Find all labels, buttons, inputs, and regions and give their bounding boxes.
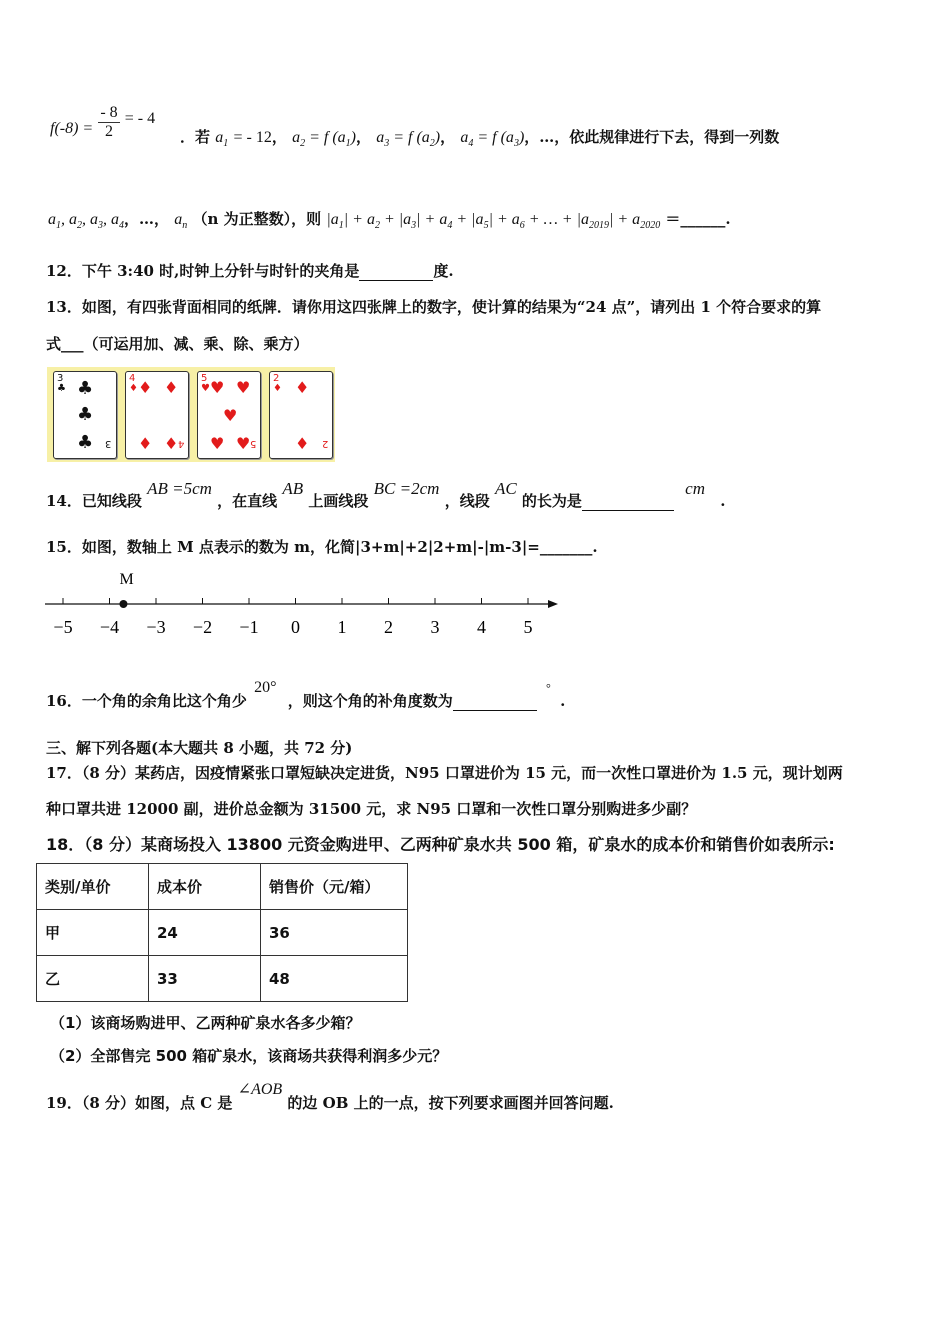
ruo-text: ．若 bbox=[180, 128, 211, 146]
ab-length: AB =5cm bbox=[147, 479, 212, 498]
table-row bbox=[37, 956, 408, 1002]
card-5-hearts: 5 ♥ ♥ ♥ ♥ ♥ ♥ 5 bbox=[197, 371, 261, 459]
sequence: $a_1$, $a_2$, $a_3$, $a_4$ bbox=[48, 211, 124, 232]
angle-aob: ∠AOB bbox=[237, 1081, 283, 1098]
answer-blank bbox=[582, 492, 674, 511]
answer-blank bbox=[453, 692, 537, 711]
table-row bbox=[37, 910, 408, 956]
tick-label: 2 bbox=[384, 617, 393, 637]
point-m-label: M bbox=[119, 571, 134, 588]
tick-label: 1 bbox=[337, 617, 347, 637]
unit-cm: cm bbox=[685, 479, 705, 498]
fraction bbox=[98, 104, 119, 141]
playing-cards-image bbox=[47, 367, 335, 462]
q11-line1-rest: ．若 $a_1$ = - 12， $a_2 = f$ $(a_1)$， $a_3 = f$ $(a_2)$， $a_4 = f$ $(a_3)$，…，依此规律进行下去，得到一列数 bbox=[180, 128, 780, 150]
table-header: 销售价（元/箱） bbox=[261, 864, 408, 910]
q13-line1: 13．如图，有四张背面相同的纸牌．请你用这四张牌上的数字，使计算的结果为“24 点”，请列出 1 个符合要求的算 bbox=[46, 298, 822, 316]
card-4-diamonds: 4 ♦ ♦ ♦ ♦ ♦ 4 bbox=[125, 371, 189, 459]
q14: 14．已知线段 AB =5cm ，在直线 AB 上画线段 BC =2cm ，线段 AC 的长为是 cm . bbox=[46, 479, 726, 510]
number-line bbox=[40, 570, 570, 645]
degree-sign: ° bbox=[546, 681, 551, 695]
card-2-diamonds: 2 ♦ ♦ ♦ 2 bbox=[269, 371, 333, 459]
q18-sub1: （1）该商场购进甲、乙两种矿泉水各多少箱？ bbox=[50, 1014, 361, 1032]
table-cell: 24 bbox=[149, 910, 261, 956]
tick-label: −2 bbox=[192, 617, 213, 637]
q11-line1 bbox=[50, 104, 155, 150]
f-result: = - 4 bbox=[124, 110, 156, 127]
fraction-numerator: - 8 bbox=[100, 104, 118, 121]
arrow-icon bbox=[548, 600, 558, 608]
angle-20: 20° bbox=[254, 679, 277, 696]
tick-label: 5 bbox=[523, 617, 533, 637]
section-3-heading: 三、解下列各题(本大题共 8 小题，共 72 分) bbox=[46, 739, 353, 757]
point-m bbox=[119, 600, 127, 608]
table-cell: 36 bbox=[261, 910, 408, 956]
q18: 18．（8 分）某商场投入 13800 元资金购进甲、乙两种矿泉水共 500 箱，矿泉水的成本价和销售价如表所示: bbox=[46, 835, 835, 854]
a-n: $a_n$ bbox=[174, 211, 188, 232]
f-expression: f(-8) = bbox=[50, 120, 94, 137]
q13-line2: 式___（可运用加、减、乘、除、乘方） bbox=[46, 335, 309, 353]
tick-label: −5 bbox=[53, 617, 73, 637]
fraction-denominator: 2 bbox=[104, 123, 113, 140]
answer-blank bbox=[359, 262, 433, 281]
q17-line2: 种口罩共进 12000 副，进价总金额为 31500 元，求 N95 口罩和一次性口罩分别购进多少副？ bbox=[46, 800, 697, 818]
tick-label: −4 bbox=[99, 617, 120, 637]
q15: 15．如图，数轴上 M 点表示的数为 m，化简|3+m|+2|2+m|-|m-3|=_______. bbox=[46, 538, 598, 556]
q12: 12．下午 3:40 时,时钟上分针与时针的夹角是 度. bbox=[46, 262, 454, 280]
tick-label: 3 bbox=[430, 617, 440, 637]
table-cell: 48 bbox=[261, 956, 408, 1002]
q11-tail: ，…，依此规律进行下去，得到一列数 bbox=[524, 128, 780, 146]
tick-label: 4 bbox=[477, 617, 486, 637]
tick-label: −3 bbox=[146, 617, 166, 637]
table-cell: 33 bbox=[149, 956, 261, 1002]
tick-label: 0 bbox=[291, 617, 300, 637]
sum-blank: ＝______. bbox=[665, 210, 731, 228]
q18-sub2: （2）全部售完 500 箱矿泉水，该商场共获得利润多少元？ bbox=[50, 1047, 448, 1065]
ab-line: AB bbox=[282, 479, 304, 498]
table-cell: 甲 bbox=[37, 910, 149, 956]
q11-line2: $a_1$, $a_2$, $a_3$, $a_4$，…， $a_n$ （n 为正整数），则 $|a_1| + a_2 + |a_3| + a_4 + |a_5| + a_6$ + … + $|a_{2019}| + a_{2020}$ ＝______. bbox=[48, 210, 731, 232]
q19: 19．（8 分）如图，点 C 是 ∠AOB 的边 OB 上的一点，按下列要求画图并回答问题. bbox=[46, 1081, 614, 1112]
q16: 16．一个角的余角比这个角少 20° ，则这个角的补角度数为 ° . bbox=[46, 679, 566, 710]
table-header: 类别/单价 bbox=[37, 864, 149, 910]
card-3-clubs: 3 ♣ ♣ ♣ ♣ 3 bbox=[53, 371, 117, 459]
q17-line1: 17．（8 分）某药店，因疫情紧张口罩短缺决定进货，N95 口罩进价为 15 元，而一次性口罩进价为 1.5 元，现计划两 bbox=[46, 764, 843, 782]
table-header-row bbox=[37, 864, 408, 910]
price-table bbox=[36, 863, 408, 1002]
n-note: （n 为正整数），则 bbox=[192, 210, 322, 228]
table-header: 成本价 bbox=[149, 864, 261, 910]
abs-sum: $|a_1| + a_2 + |a_3| + a_4 + |a_5| + a_6$ + … + $|a_{2019}| + a_{2020}$ bbox=[326, 211, 661, 232]
bc-length: BC =2cm bbox=[373, 479, 440, 498]
tick-label: −1 bbox=[239, 617, 259, 637]
ac-segment: AC bbox=[494, 479, 517, 498]
table-cell: 乙 bbox=[37, 956, 149, 1002]
